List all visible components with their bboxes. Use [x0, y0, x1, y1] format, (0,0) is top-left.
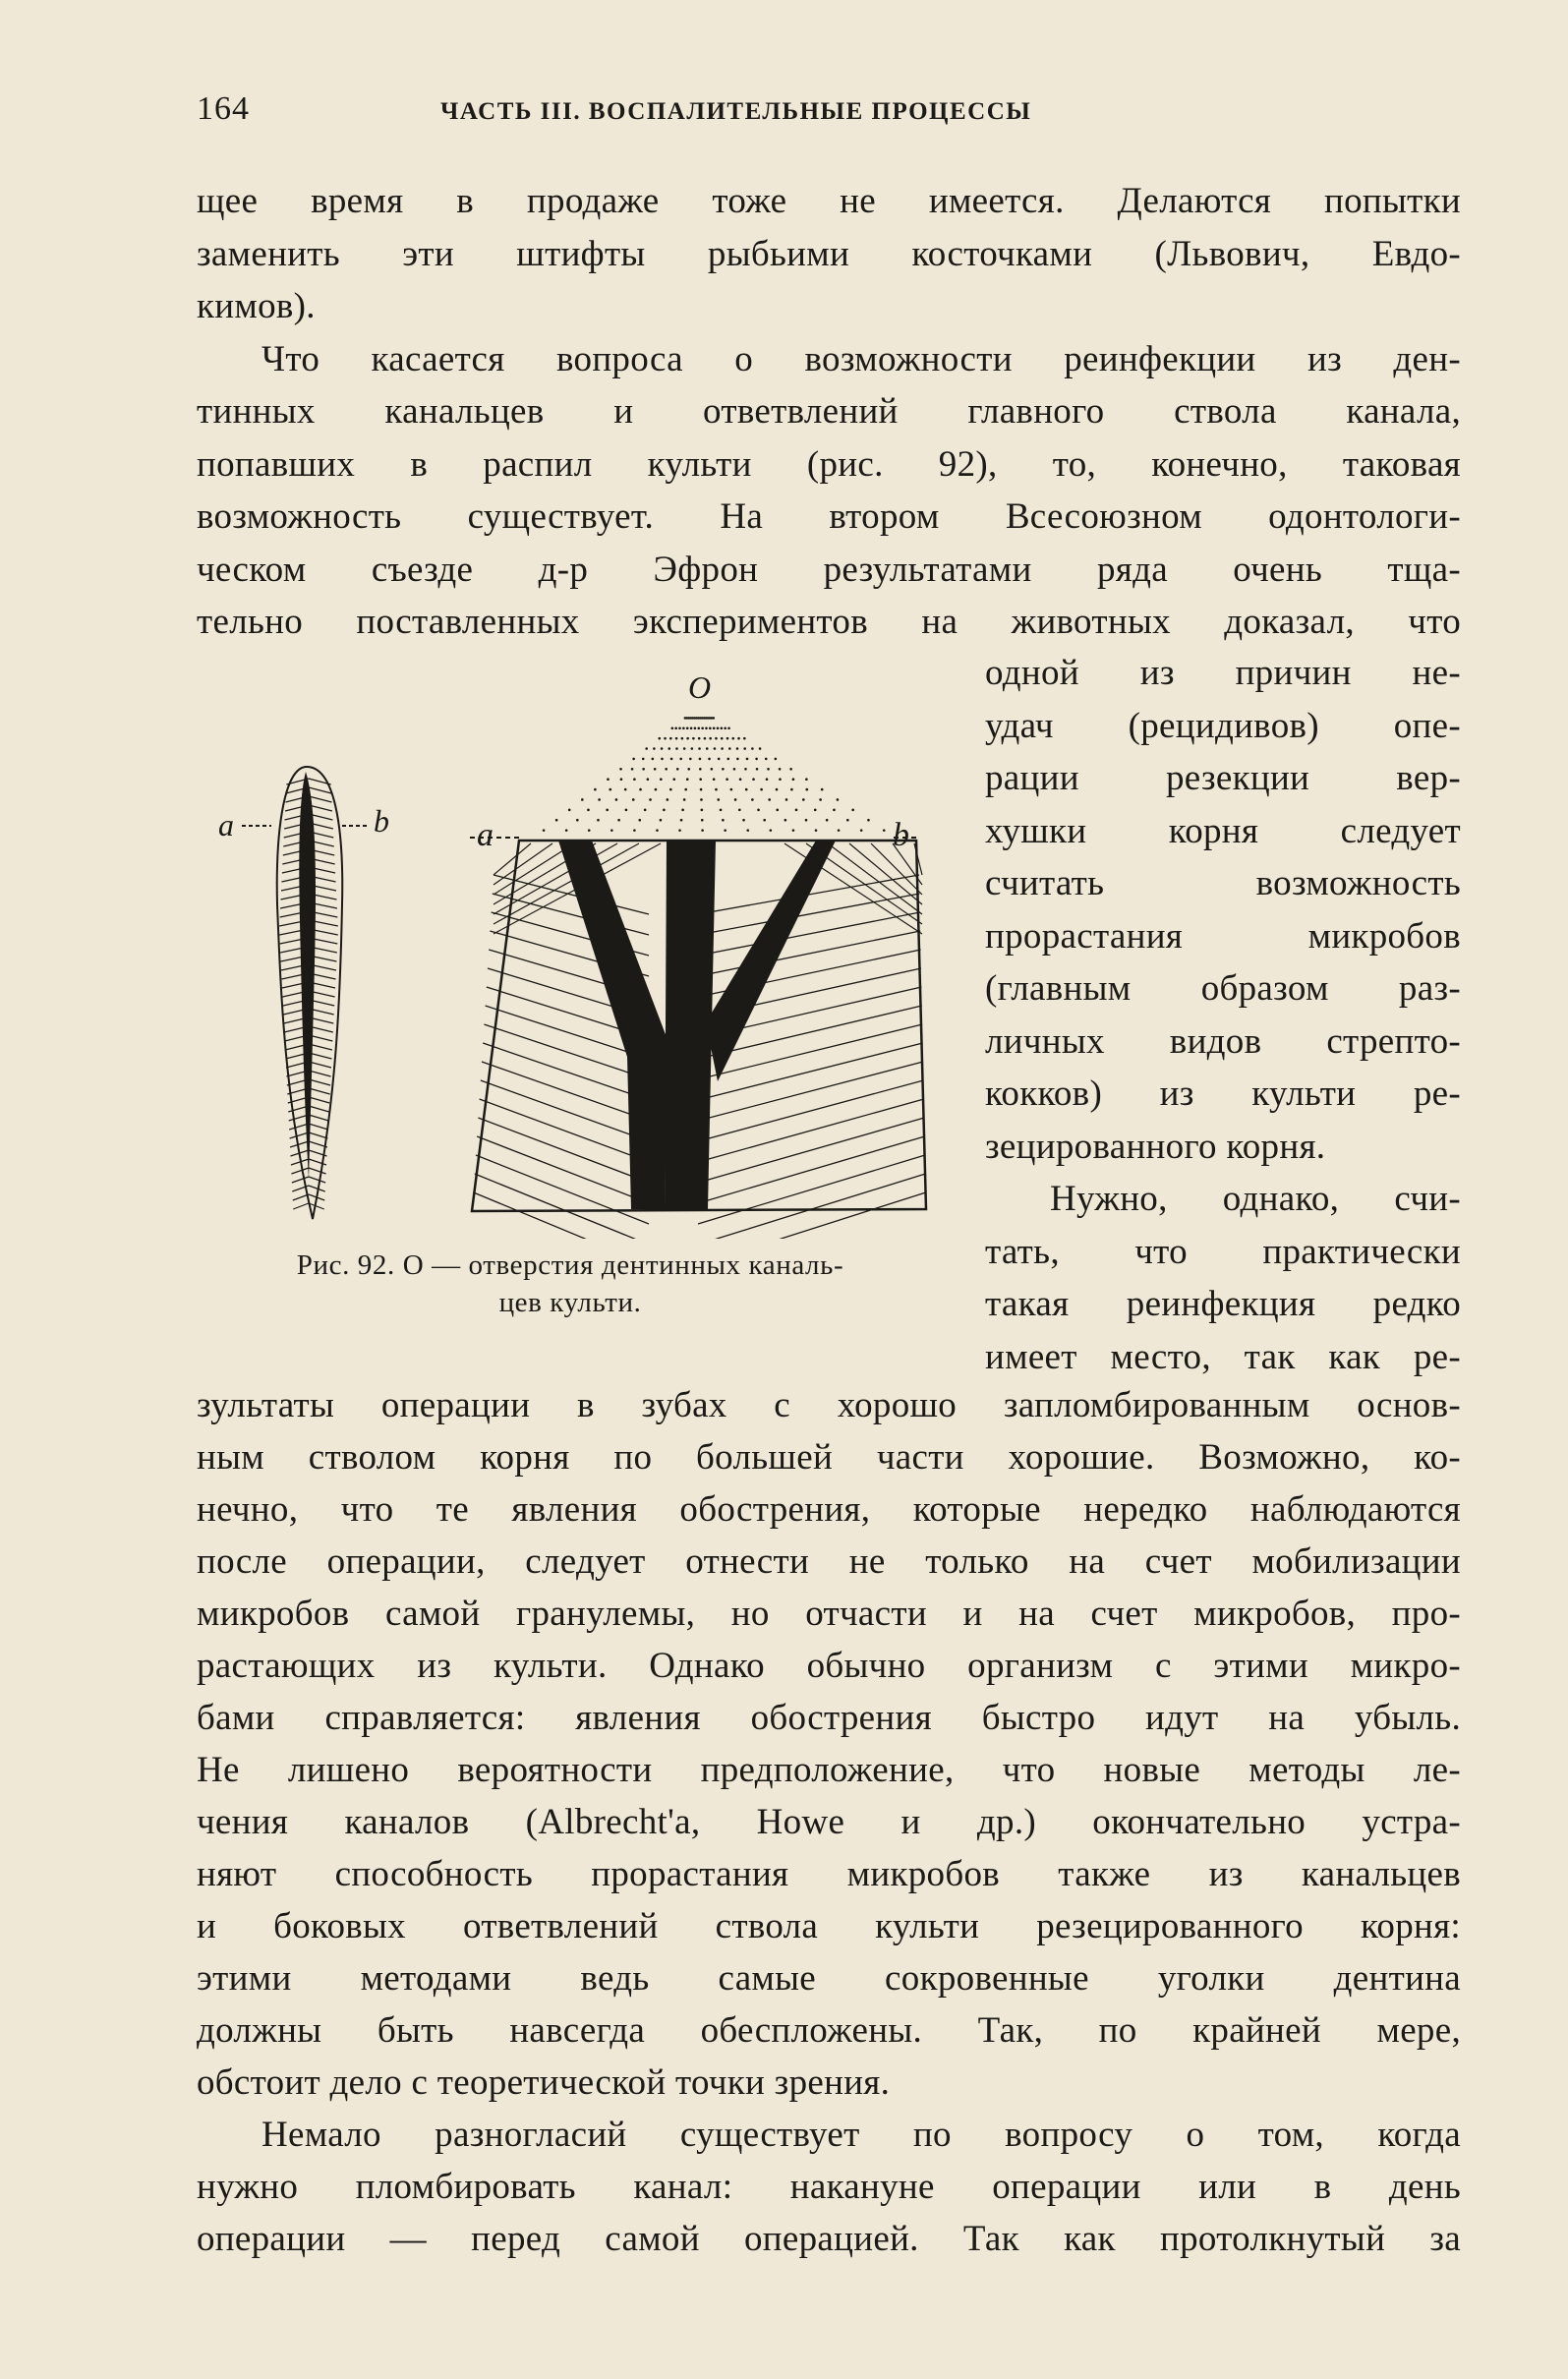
tubule-ray-dot: [631, 768, 634, 771]
tubule-ray-dot: [581, 798, 584, 801]
tubule-ray-dot: [717, 798, 720, 801]
tubule-ray-dot: [776, 809, 779, 812]
text-line: бами справляется: явления обострения быстро идут на убыль.: [197, 1698, 1461, 1738]
tubule-ray-dot: [687, 768, 690, 771]
stump-hatch-line: [480, 1099, 649, 1162]
text-line: (главным образом раз-: [985, 968, 1461, 1009]
tubule-ray-dot: [686, 778, 689, 781]
tubule-ray-dot: [678, 726, 681, 729]
text-line: чения каналов (Albrecht'a, Howe и др.) окончательно устра-: [197, 1802, 1461, 1842]
tubule-ray-dot: [814, 809, 817, 812]
tubule-ray-dot: [683, 798, 686, 801]
tubule-ray-dot: [642, 758, 645, 761]
tubule-ray-dot: [617, 819, 620, 822]
tooth-hatch-line: [293, 1194, 309, 1200]
text-line: микробов самой гранулемы, но отчасти и на счет микробов, про-: [197, 1594, 1461, 1634]
text-line: обстоит дело с теоретической точки зрения.: [197, 2062, 891, 2103]
text-line: няют способность прорастания микробов также из канальцев: [197, 1854, 1461, 1894]
tubule-ray-dot: [731, 737, 734, 740]
text-line: кокков) из культи ре-: [985, 1073, 1461, 1114]
label-a-big: a: [477, 817, 494, 853]
tubule-ray-dot: [713, 778, 716, 781]
tubule-ray-dot: [700, 798, 703, 801]
tooth-hatch-line: [309, 1097, 329, 1103]
tubule-ray-dot: [669, 788, 672, 791]
text-line: этими методами ведь самые сокровенные уголки дентина: [197, 1958, 1461, 1999]
text-line: личных видов стрепто-: [985, 1020, 1461, 1062]
text-line: должны быть навсегда обеспложены. Так, по крайней мере,: [197, 2010, 1461, 2051]
tubule-ray-dot: [681, 737, 684, 740]
tubule-ray-dot: [698, 737, 701, 740]
stump-hatch-line: [698, 931, 920, 976]
stump-hatch-line: [494, 843, 531, 875]
tubule-ray-dot: [638, 819, 641, 822]
tubule-ray-dot: [776, 788, 779, 791]
tubule-ray-dot: [766, 778, 769, 781]
tooth-hatch-line: [309, 1088, 330, 1094]
tubule-ray-dot: [568, 809, 571, 812]
tubule-ray-dot: [742, 819, 745, 822]
tooth-hatch-line: [309, 1079, 330, 1085]
tubule-ray-dot: [784, 819, 787, 822]
stump-hatch-line: [493, 894, 649, 935]
label-b-big: b: [893, 817, 909, 853]
canal-right-branch: [706, 841, 836, 1081]
tubule-ray-dot: [821, 788, 824, 791]
tubule-ray-dot: [642, 768, 645, 771]
tubule-ray-dot: [867, 819, 870, 822]
tubule-ray-dot: [676, 768, 679, 771]
tubule-ray-dot: [689, 758, 692, 761]
tubule-ray-dot: [624, 788, 627, 791]
tubule-ray-dot: [728, 747, 731, 750]
text-line: и боковых ответвлений ствола культи резецированного корня:: [197, 1906, 1461, 1946]
text-line: заменить эти штифты рыбьими косточками (Львович, Евдо-: [197, 233, 1461, 274]
tubule-ray-dot: [686, 726, 689, 729]
stump-hatch-line: [698, 1118, 924, 1183]
tubule-ray-dot: [607, 778, 610, 781]
tubule-ray-dot: [763, 819, 766, 822]
tooth-canal: [299, 772, 316, 1180]
tubule-ray-dot: [805, 778, 808, 781]
tubule-ray-dot: [709, 737, 712, 740]
text-line: зецированного корня.: [985, 1126, 1326, 1167]
text-line: хушки корня следует: [985, 810, 1461, 851]
tubule-ray-dot: [632, 758, 635, 761]
tubule-ray-dot: [795, 809, 798, 812]
tubule-ray-dot: [701, 829, 704, 832]
tooth-hatch-line: [309, 1106, 329, 1112]
tubule-ray-dot: [668, 747, 670, 750]
tubule-ray-dot: [692, 737, 695, 740]
tubule-ray-dot: [701, 726, 704, 729]
tubule-ray-dot: [730, 788, 733, 791]
tubule-ray-dot: [721, 726, 724, 729]
text-line: такая реинфекция редко: [985, 1284, 1461, 1324]
tubule-ray-dot: [598, 798, 601, 801]
tubule-ray-dot: [645, 747, 648, 750]
tubule-ray-dot: [594, 788, 597, 791]
caption-line-2: цев культи.: [498, 1287, 642, 1318]
tubule-ray-dot: [656, 829, 659, 832]
tubule-ray-dot: [779, 778, 782, 781]
tubule-ray-dot: [691, 747, 694, 750]
text-line: ческом съезде д-р Эфрон результатами ряда очень тща-: [197, 549, 1461, 590]
tubule-ray-dot: [701, 809, 704, 812]
tubule-ray-dot: [679, 758, 682, 761]
tubule-ray-dot: [709, 726, 712, 729]
tubule-ray-dot: [770, 829, 773, 832]
tubule-ray-dot: [826, 819, 829, 822]
tooth-hatch-line: [309, 1062, 331, 1068]
tubule-ray-dot: [726, 778, 728, 781]
tubule-ray-dot: [779, 768, 782, 771]
tubule-ray-dot: [701, 819, 704, 822]
tubule-ray-dot: [713, 726, 716, 729]
tubule-ray-dot: [775, 758, 778, 761]
tubule-ray-dot: [726, 758, 729, 761]
tubule-ray-dot: [671, 726, 674, 729]
tubule-ray-dot: [652, 758, 655, 761]
tubule-ray-dot: [802, 798, 805, 801]
tubule-ray-dot: [639, 788, 642, 791]
text-line: зультаты операции в зубах с хорошо запломбированным основ-: [197, 1385, 1461, 1425]
tooth-hatch-line: [309, 796, 332, 802]
tubule-ray-dot: [846, 819, 849, 822]
tubule-ray-dot: [751, 747, 754, 750]
tubule-ray-dot: [712, 717, 715, 720]
tubule-ray-dot: [746, 829, 749, 832]
label-a-small: a: [218, 807, 234, 842]
tubule-ray-dot: [615, 798, 618, 801]
caption-line-1: Рис. 92. О — отверстия дентинных каналь-: [296, 1249, 844, 1281]
tubule-ray-dot: [653, 747, 656, 750]
figure-caption: [187, 1247, 954, 1321]
tubule-ray-dot: [672, 778, 675, 781]
tubule-ray-dot: [610, 829, 613, 832]
stump-hatch-line: [828, 843, 922, 914]
text-line: возможность существует. На втором Всесоюзном одонтологи-: [197, 496, 1461, 537]
tubule-ray-dot: [743, 737, 746, 740]
tubule-ray-dot: [675, 747, 678, 750]
tubule-ray-dot: [661, 758, 664, 761]
tubule-ray-dot: [708, 758, 711, 761]
tubule-ray-dot: [851, 809, 854, 812]
tubule-ray-dot: [655, 788, 658, 791]
tubule-ray-dot: [722, 768, 725, 771]
tubule-ray-dot: [632, 798, 635, 801]
tubule-ray-dot: [697, 726, 700, 729]
tubule-ray-dot: [680, 819, 683, 822]
tubule-ray-dot: [733, 768, 736, 771]
tubule-ray-dot: [686, 737, 689, 740]
tubule-ray-dot: [744, 768, 747, 771]
tubule-ray-dot: [699, 778, 702, 781]
text-line: нечно, что те явления обострения, которые нередко наблюдаются: [197, 1489, 1461, 1530]
tooth-hatch-line: [290, 1132, 309, 1138]
tubule-ray-dot: [699, 768, 702, 771]
tubule-ray-dot: [738, 809, 741, 812]
tooth-hatch-line: [291, 1168, 309, 1174]
tubule-ray-dot: [790, 788, 793, 791]
text-line: после операции, следует отнести не только на счет мобилизации: [197, 1541, 1461, 1582]
tubule-ray-dot: [620, 778, 623, 781]
tubule-ray-dot: [698, 747, 701, 750]
tubule-ray-dot: [722, 819, 725, 822]
page-number: 164: [197, 90, 250, 127]
tubule-ray-dot: [837, 798, 840, 801]
tubule-ray-dot: [883, 829, 886, 832]
tubule-ray-dot: [715, 737, 718, 740]
tubule-ray-dot: [739, 778, 742, 781]
tubule-ray-dot: [690, 726, 693, 729]
tubule-ray-dot: [746, 758, 749, 761]
stump-hatch-line: [698, 1155, 925, 1224]
tooth-hatch-line: [309, 787, 331, 793]
tooth-hatch-line: [309, 1115, 328, 1121]
tubule-ray-dot: [705, 726, 708, 729]
tubule-ray-dot: [720, 809, 723, 812]
tubule-ray-dot: [625, 809, 628, 812]
text-line: операции — перед самой операцией. Так как протолкнутый за: [197, 2219, 1461, 2259]
tubule-ray-dot: [717, 726, 720, 729]
tubule-ray-dot: [684, 788, 687, 791]
stump-hatch-line: [698, 912, 920, 956]
stump-hatch-line: [698, 1192, 926, 1239]
tubule-ray-dot: [721, 737, 724, 740]
tubule-ray-dot: [819, 798, 822, 801]
tubule-ray-dot: [714, 747, 717, 750]
tooth-hatch-line: [309, 1168, 326, 1174]
tubule-ray-dot: [759, 747, 762, 750]
tubule-ray-dot: [745, 788, 748, 791]
tubule-ray-dot: [647, 778, 650, 781]
tubule-ray-dot: [644, 809, 647, 812]
tubule-ray-dot: [833, 809, 836, 812]
text-line: тельно поставленных экспериментов на животных доказал, что: [197, 602, 1461, 642]
text-line: попавших в распил культи (рис. 92), то, конечно, таковая: [197, 443, 1461, 485]
text-line: рации резекции вер-: [985, 758, 1461, 798]
tubule-ray-dot: [805, 819, 808, 822]
tubule-ray-dot: [674, 726, 677, 729]
tubule-ray-dot: [726, 737, 729, 740]
text-line: Не лишено вероятности предположение, что новые методы ле-: [197, 1750, 1461, 1790]
tubule-ray-dot: [724, 726, 726, 729]
tubule-ray-dot: [609, 788, 611, 791]
tooth-hatch-line: [293, 1203, 309, 1209]
text-line: растающих из культи. Однако обычно организм с этими микро-: [197, 1646, 1461, 1686]
tubule-ray-dot: [670, 758, 673, 761]
tubule-ray-dot: [711, 768, 714, 771]
tubule-ray-dot: [683, 747, 686, 750]
tubule-ray-dot: [678, 829, 681, 832]
tubule-ray-dot: [789, 768, 792, 771]
stump-hatch-line: [478, 1118, 649, 1183]
tubule-ray-dot: [792, 778, 795, 781]
stump-hatch-line: [477, 1136, 649, 1203]
tubule-ray-dot: [660, 819, 663, 822]
tubule-ray-dot: [663, 809, 666, 812]
running-head: [197, 90, 1460, 130]
tooth-hatch-line: [309, 1186, 325, 1191]
tubule-ray-dot: [721, 747, 724, 750]
tubule-ray-dot: [805, 788, 808, 791]
text-line: удач (рецидивов) опе-: [985, 705, 1461, 746]
stump-hatch-line: [849, 843, 922, 904]
tooth-hatch-line: [289, 1124, 309, 1130]
label-b-small: b: [374, 803, 389, 839]
tubule-ray-dot: [765, 758, 768, 761]
text-line: имеет место, так как ре-: [985, 1336, 1461, 1377]
tubule-ray-dot: [694, 726, 697, 729]
text-line: ным стволом корня по большей части хорошие. Возможно, ко-: [197, 1437, 1461, 1478]
text-line: тинных канальцев и ответвлений главного ствола канала,: [197, 391, 1461, 432]
tubule-ray-dot: [768, 798, 771, 801]
tubule-ray-dot: [633, 778, 636, 781]
tubule-ray-dot: [681, 809, 684, 812]
tubule-ray-dot: [736, 747, 739, 750]
tubule-ray-dot: [606, 809, 609, 812]
tubule-ray-dot: [660, 778, 663, 781]
tubule-ray-dot: [718, 758, 721, 761]
tubule-ray-dot: [743, 747, 746, 750]
tooth-hatch-line: [290, 1141, 309, 1147]
tubule-ray-dot: [667, 798, 669, 801]
stump-hatch-line: [476, 1155, 649, 1224]
tubule-ray-dot: [815, 829, 818, 832]
tubule-ray-dot: [633, 829, 636, 832]
tubule-ray-dot: [675, 737, 678, 740]
tubule-ray-dot: [704, 737, 707, 740]
root-stump-section: [470, 717, 926, 1239]
tooth-hatch-line: [309, 1132, 327, 1138]
tubule-ray-dot: [669, 737, 672, 740]
text-line: нужно пломбировать канал: накануне операции или в день: [197, 2167, 1461, 2207]
tubule-ray-dot: [665, 768, 668, 771]
figure-92: [187, 668, 954, 1239]
text-line: кимов).: [197, 286, 316, 326]
tubule-ray-dot: [682, 726, 685, 729]
stump-hatch-line: [481, 1080, 649, 1141]
tubule-ray-dot: [654, 768, 657, 771]
tubule-ray-dot: [664, 737, 667, 740]
tubule-ray-dot: [543, 829, 546, 832]
tubule-ray-dot: [755, 758, 758, 761]
tooth-hatch-line: [309, 1124, 328, 1130]
tubule-ray-dot: [838, 829, 841, 832]
tubule-ray-dot: [752, 778, 755, 781]
tubule-ray-dot: [619, 768, 622, 771]
figure-92-drawing: [187, 668, 954, 1239]
tubule-ray-dot: [860, 829, 863, 832]
tubule-ray-dot: [757, 809, 760, 812]
tubule-ray-dot: [658, 737, 661, 740]
text-line: одной из причин не-: [985, 653, 1461, 693]
tubule-ray-dot: [715, 788, 718, 791]
tubule-ray-dot: [588, 829, 591, 832]
tubule-ray-dot: [699, 758, 702, 761]
tooth-longitudinal-section: [277, 767, 342, 1219]
text-line: Немало разногласий существует по вопросу о том, когда: [261, 2115, 1461, 2155]
text-line: тать, что практически: [985, 1231, 1461, 1272]
tubule-ray-dot: [649, 798, 652, 801]
tubule-ray-dot: [706, 747, 709, 750]
tubule-ray-dot: [756, 768, 759, 771]
tubule-ray-dot: [737, 737, 740, 740]
tooth-hatch-line: [309, 1071, 331, 1076]
stump-hatch-line: [474, 1192, 649, 1239]
tubule-ray-dot: [597, 819, 600, 822]
stump-hatch-line: [698, 1099, 924, 1162]
tubule-ray-dot: [785, 798, 788, 801]
tubule-ray-dot: [792, 829, 795, 832]
tubule-ray-dot: [587, 809, 590, 812]
tooth-hatch-line: [292, 1177, 309, 1183]
tubule-ray-dot: [760, 788, 763, 791]
running-title: ЧАСТЬ III. ВОСПАЛИТЕЛЬНЫЕ ПРОЦЕССЫ: [440, 98, 1032, 125]
tubule-ray-dot: [751, 798, 754, 801]
text-line: Нужно, однако, счи-: [1050, 1179, 1461, 1219]
text-line: прорастания микробов: [985, 915, 1461, 957]
stump-hatch-line: [698, 1080, 923, 1141]
tubule-ray-dot: [767, 768, 770, 771]
stump-hatch-line: [698, 1136, 925, 1203]
tubule-ray-dot: [734, 798, 737, 801]
tubule-ray-dot: [576, 819, 579, 822]
label-o: O: [688, 669, 712, 705]
tubule-ray-dot: [727, 726, 730, 729]
text-line: щее время в продаже тоже не имеется. Делаются попытки: [197, 181, 1461, 221]
tubule-ray-dot: [565, 829, 568, 832]
tooth-hatch-line: [309, 1177, 325, 1183]
tubule-ray-dot: [661, 747, 664, 750]
tubule-ray-dot: [555, 819, 558, 822]
tubule-ray-dot: [724, 829, 726, 832]
tubule-ray-dot: [700, 788, 703, 791]
text-line: считать возможность: [985, 863, 1461, 903]
text-line: Что касается вопроса о возможности реинфекции из ден-: [261, 338, 1461, 379]
tubule-ray-dot: [736, 758, 739, 761]
